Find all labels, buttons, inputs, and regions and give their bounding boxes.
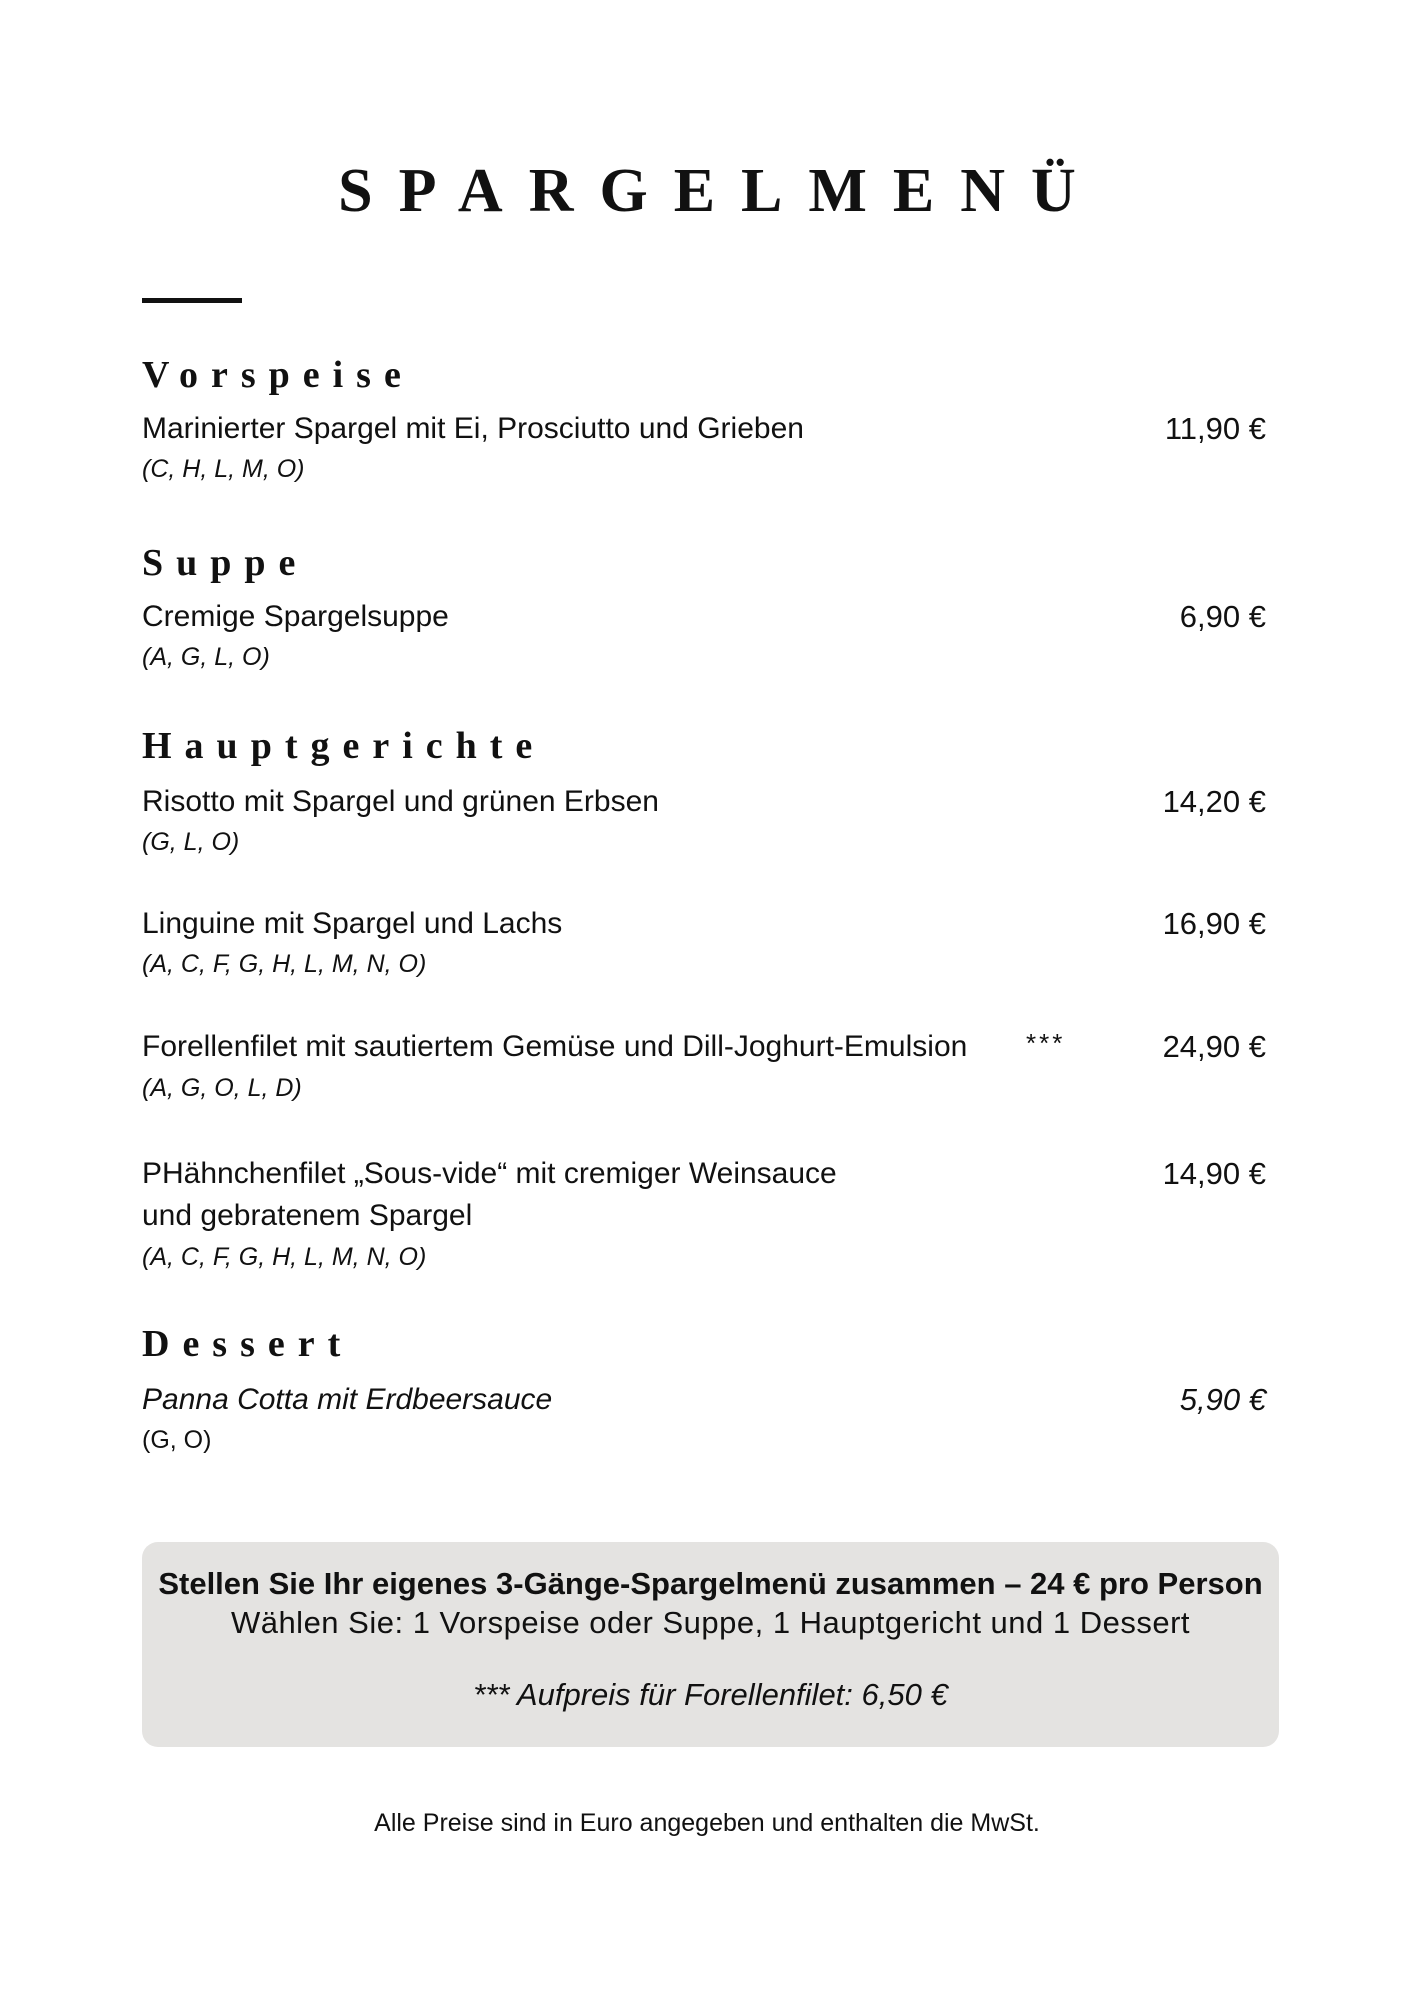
item-price: 11,90 € [1164,411,1266,446]
item-name: Forellenfilet mit sautiertem Gemüse und Dill-Joghurt-Emulsion [142,1030,968,1063]
item-allergens: (A, C, F, G, H, L, M, N, O) [142,950,427,978]
item-price: 14,90 € [1162,1156,1266,1191]
item-name: Linguine mit Spargel und Lachs [142,907,563,940]
item-allergens: (A, C, F, G, H, L, M, N, O) [142,1243,427,1271]
item-name: Cremige Spargelsuppe [142,600,449,633]
offer-subline: Wählen Sie: 1 Vorspeise oder Suppe, 1 Hauptgericht und 1 Dessert [230,1605,1191,1640]
item-name-line-2: und gebratenem Spargel [142,1199,473,1232]
item-allergens: (G, O) [142,1426,212,1454]
item-allergens: (C, H, L, M, O) [142,455,305,483]
page-title: SPARGELMENÜ [338,156,1102,225]
menu-offer-box [142,1542,1279,1747]
item-price: 6,90 € [1179,599,1266,634]
surcharge-mark: *** [1026,1028,1066,1058]
price-disclaimer: Alle Preise sind in Euro angegeben und enthalten die MwSt. [374,1809,1040,1837]
offer-headline: Stellen Sie Ihr eigenes 3-Gänge-Spargelmenü zusammen – 24 € pro Person [158,1566,1263,1601]
item-name: Marinierter Spargel mit Ei, Prosciutto und Grieben [142,412,804,445]
offer-surcharge-note: *** Aufpreis für Forellenfilet: 6,50 € [473,1677,948,1712]
section-title-suppe: Suppe [142,542,309,584]
section-title-hauptgerichte: Hauptgerichte [142,725,546,767]
item-name: Risotto mit Spargel und grünen Erbsen [142,785,659,818]
item-name: Panna Cotta mit Erdbeersauce [142,1383,553,1416]
item-price: 5,90 € [1179,1382,1266,1417]
item-price: 24,90 € [1162,1029,1266,1064]
section-title-vorspeise: Vorspeise [142,354,414,396]
title-divider [142,298,242,303]
item-price: 14,20 € [1162,784,1266,819]
item-allergens: (G, L, O) [142,828,240,856]
item-allergens: (A, G, O, L, D) [142,1074,302,1102]
item-allergens: (A, G, L, O) [142,643,270,671]
section-title-dessert: Dessert [142,1323,354,1365]
item-price: 16,90 € [1162,906,1266,941]
item-name-line-1: PHähnchenfilet „Sous-vide“ mit cremiger Weinsauce [142,1157,837,1190]
